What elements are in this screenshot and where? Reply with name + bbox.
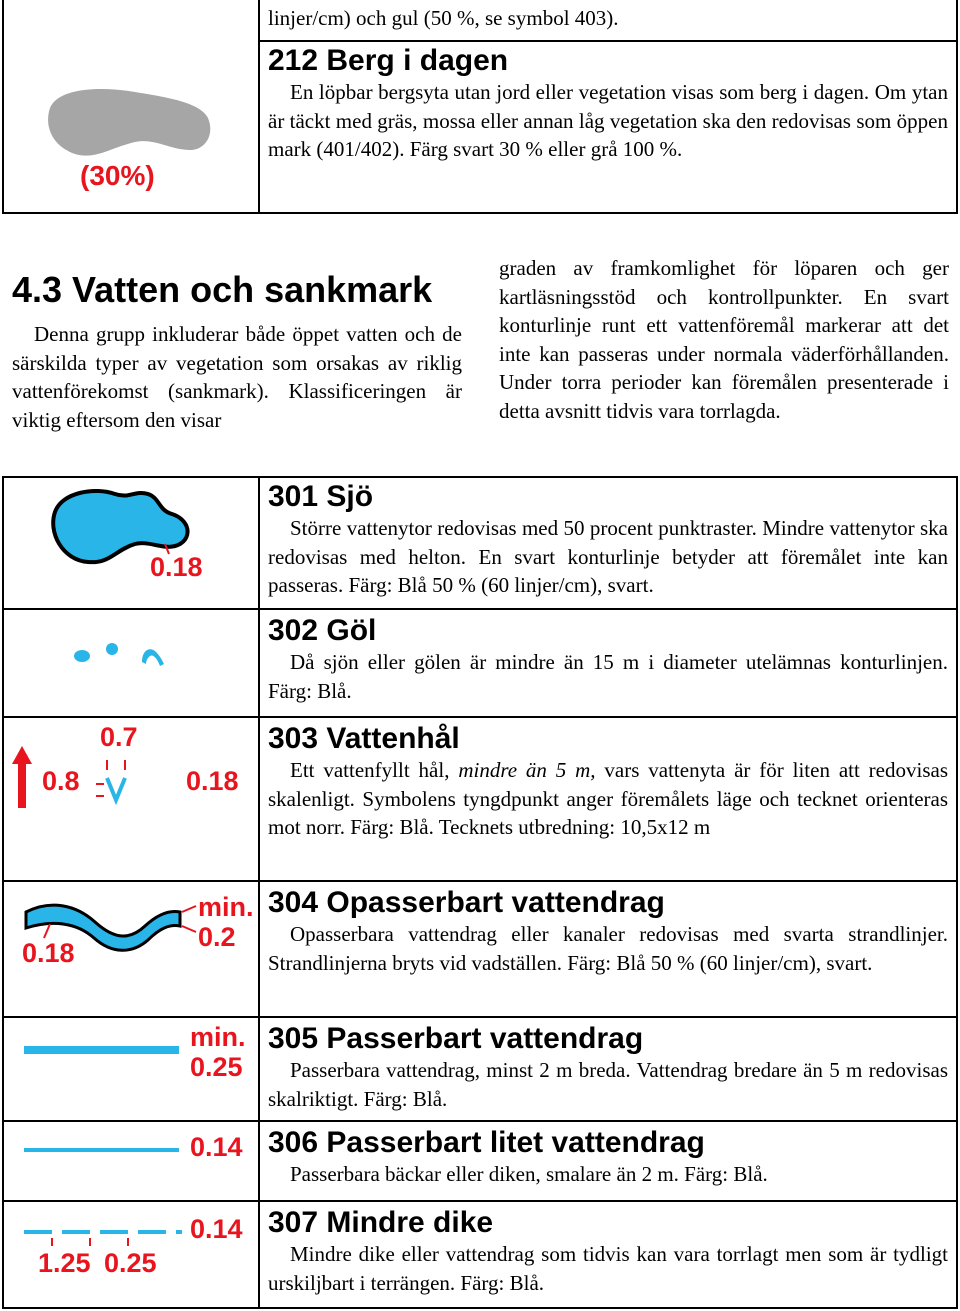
impassable-stream-edge-label: 0.18: [22, 938, 75, 968]
water-hole-line-label: 0.18: [186, 766, 239, 796]
entry-212-body: En löpbar bergsyta utan jord eller vegetation visas som berg i dagen. Om ytan är täckt med gräs, mossa eller annan låg vegetation ska den redovisas som öppen mark (401/402). Färg svart 30 % eller grå 100 %.: [268, 80, 948, 161]
entry-306-heading: 306 Passerbart litet vattendrag: [268, 1126, 705, 1159]
ditch-width-label: 0.14: [190, 1214, 243, 1244]
entry-303-heading: 303 Vattenhål: [268, 722, 460, 755]
entry-305-heading: 305 Passerbart vattendrag: [268, 1022, 644, 1055]
entry-305-body: Passerbara vattendrag, minst 2 m breda. Vattendrag bredare än 5 m redovisas skalriktigt. Färg: Blå.: [268, 1058, 948, 1111]
water-hole-height-label: 0.7: [100, 722, 138, 752]
row-line-4: [2, 1016, 958, 1018]
entry-302-heading: 302 Göl: [268, 614, 377, 647]
ditch-gap-label: 0.25: [104, 1248, 157, 1278]
entry-303: [268, 722, 948, 842]
row-line-2: [2, 716, 958, 718]
passable-stream-width-label: 0.25: [190, 1052, 243, 1082]
small-stream-line: [24, 1148, 179, 1152]
lake-width-label: 0.18: [150, 552, 203, 582]
row-line-1: [2, 608, 958, 610]
section-col1: Denna grupp inkluderar både öppet vatten och de särskilda typer av vegetation som orsakas av riklig vattenförekomst (sankmark). Klassificeringen är viktig eftersom den visar: [12, 322, 462, 432]
impassable-stream-min-label: min.: [198, 892, 254, 922]
rock-symbol-label: (30%): [80, 160, 155, 191]
passable-stream-min-label: min.: [190, 1022, 246, 1052]
section-col2: graden av framkomlighet för löparen och ger kartläsningsstöd och kontrollpunkter. En svart konturlinje runt ett vattenföremål markerar att det inte kan passeras under normala väderförhållanden. Under torra perioder kan föremålen presenterade i detta avsnitt tidvis vara torrlagda.: [499, 256, 949, 423]
entry-303-body: Ett vattenfyllt hål, mindre än 5 m, vars vattenyta är för liten att redovisas skalenligt. Symbolens tyngdpunkt anger föremålets läge och tecknet orienteras mot norr. Färg: Blå. Tecknets utbredning: 10,5x12 m: [268, 758, 948, 839]
small-stream-width-label: 0.14: [190, 1132, 243, 1162]
carry-over-text: linjer/cm) och gul (50 %, se symbol 403).: [268, 6, 619, 30]
entry-302: [268, 614, 948, 705]
entry-302-body: Då sjön eller gölen är mindre än 15 m i diameter utelämnas konturlinjen. Färg: Blå.: [268, 650, 948, 703]
pond-symbol: [70, 636, 170, 672]
entry-212: [268, 44, 948, 164]
table-main-divider: [258, 476, 260, 1309]
entry-305: [268, 1022, 948, 1113]
entry-307-heading: 307 Mindre dike: [268, 1206, 494, 1239]
entry-301-body: Större vattenytor redovisas med 50 procent punktraster. Mindre vattenytor ska redovisas med helton. En svart konturlinje betyder att föremålet inte kan passeras. Färg: Blå 50 % (60 linjer/cm), svart.: [268, 516, 948, 597]
table-top-inner-line: [258, 40, 958, 42]
section-heading: 4.3 Vatten och sankmark: [12, 269, 433, 310]
impassable-stream-width-label: 0.2: [198, 922, 236, 952]
row-line-3: [2, 880, 958, 882]
entry-304-heading: 304 Opasserbart vattendrag: [268, 886, 665, 919]
ditch-symbol: [22, 1220, 184, 1250]
entry-307: [268, 1206, 948, 1297]
entry-304-body: Opasserbara vattendrag eller kanaler redovisas med svarta strandlinjer. Strandlinjerna bryts vid vadställen. Färg: Blå 50 % (60 linjer/cm), svart.: [268, 922, 948, 975]
row-line-6: [2, 1200, 958, 1202]
entry-212-heading: 212 Berg i dagen: [268, 44, 509, 77]
entry-301: [268, 480, 948, 600]
entry-306: [268, 1126, 948, 1189]
ditch-dash-label: 1.25: [38, 1248, 91, 1278]
water-hole-width-label: 0.8: [42, 766, 80, 796]
entry-306-body: Passerbara bäckar eller diken, smalare än 2 m. Färg: Blå.: [290, 1162, 768, 1186]
water-hole-symbol: [10, 746, 150, 816]
passable-stream-line: [24, 1046, 179, 1054]
entry-301-heading: 301 Sjö: [268, 480, 374, 513]
entry-307-body: Mindre dike eller vattendrag som tidvis kan vara torrlagt men som är tydligt urskiljbart i terrängen. Färg: Blå.: [268, 1242, 948, 1295]
table-top-divider: [258, 0, 260, 214]
row-line-5: [2, 1120, 958, 1122]
entry-304: [268, 886, 948, 977]
